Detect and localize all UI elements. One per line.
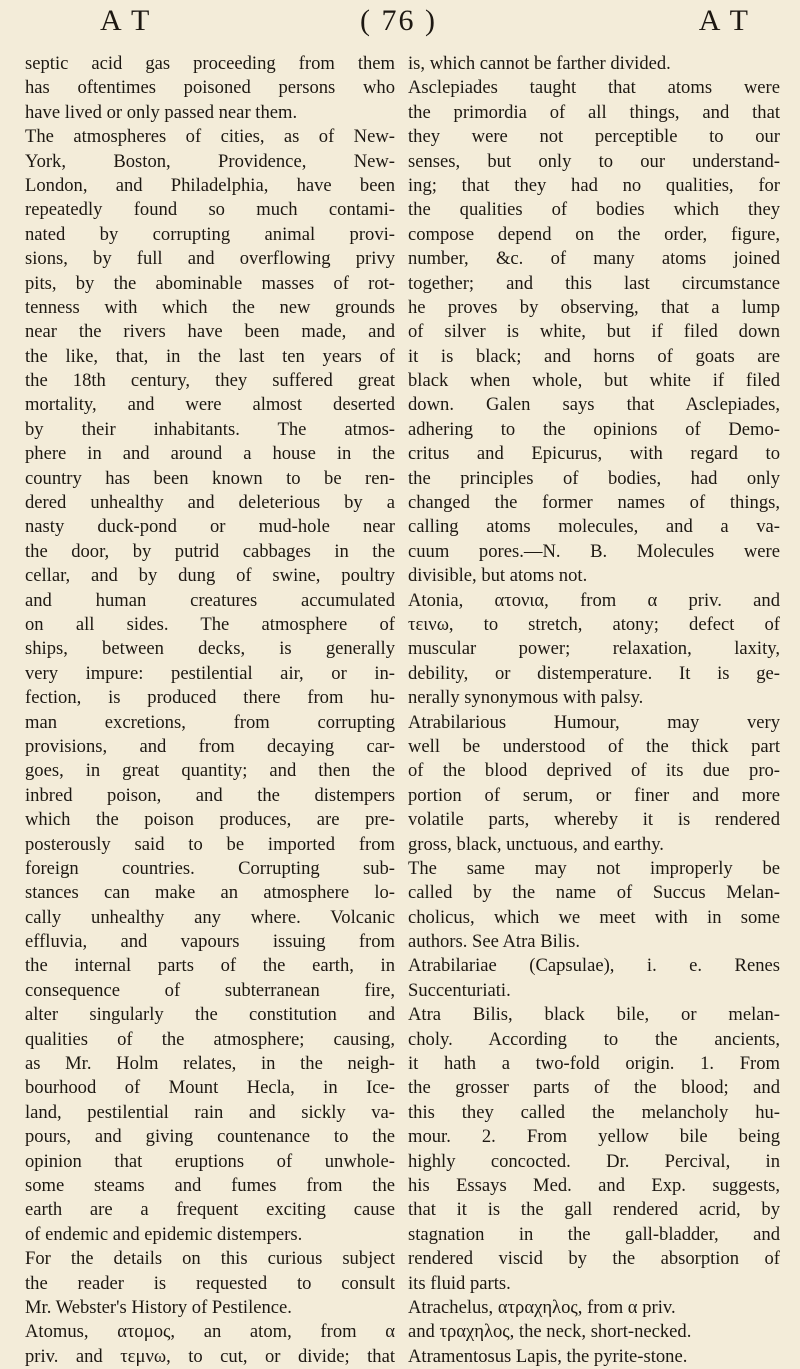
text-line: of the blood deprived of its due pro- [408,760,780,782]
text-line: bourhood of Mount Hecla, in Ice- [25,1077,395,1099]
text-line: highly concocted. Dr. Percival, in [408,1150,780,1172]
text-line: this they called the melancholy hu- [408,1101,780,1123]
right-column [408,52,780,1369]
text-line: pits, by the abominable masses of rot- [25,272,395,294]
text-line: the door, by putrid cabbages in the [25,540,395,562]
text-line: compose depend on the order, figure, [408,223,780,245]
text-line: divisible, but atoms not. [408,565,588,587]
text-line: has oftentimes poisoned persons who [25,77,395,99]
text-line: the like, that, in the last ten years of [25,345,395,367]
text-line: priv. and τεμνω, to cut, or divide; that [25,1345,395,1367]
text-line: it is black; and horns of goats are [408,345,780,367]
text-line: land, pestilential rain and sickly va- [25,1101,395,1123]
text-line: the grosser parts of the blood; and [408,1077,780,1099]
text-line: qualities of the atmosphere; causing, [25,1028,395,1050]
text-line: The same may not improperly be [408,857,780,879]
text-line: gross, black, unctuous, and earthy. [408,833,664,855]
text-line: Atrabilariae (Capsulae), i. e. Renes [408,955,780,977]
text-line: mortality, and were almost deserted [25,394,395,416]
text-line: debility, or distemperature. It is ge- [408,662,780,684]
text-line: choly. According to the ancients, [408,1028,780,1050]
text-line: volatile parts, whereby it is rendered [408,809,780,831]
text-line: consequence of subterranean fire, [25,979,395,1001]
text-line: The atmospheres of cities, as of New- [25,126,395,148]
text-line: cellar, and by dung of swine, poultry [25,565,395,587]
text-line: York, Boston, Providence, New- [25,150,395,172]
text-line: provisions, and from decaying car- [25,735,395,757]
text-line: opinion that eruptions of unwhole- [25,1150,395,1172]
text-line: near the rivers have been made, and [25,321,395,343]
text-line: the principles of bodies, had only [408,467,780,489]
text-line: Succenturiati. [408,979,511,1001]
running-header [70,4,750,40]
text-line: earth are a frequent exciting cause [25,1199,395,1221]
text-line: London, and Philadelphia, have been [25,174,395,196]
text-line: the qualities of bodies which they [408,199,780,221]
text-line: stagnation in the gall-bladder, and [408,1223,780,1245]
text-line: fection, is produced there from hu- [25,687,395,709]
text-line: of silver is white, but if filed down [408,321,780,343]
text-line: Asclepiades taught that atoms were [408,77,780,99]
text-line: cholicus, which we meet with in some [408,906,780,928]
text-line: his Essays Med. and Exp. suggests, [408,1174,780,1196]
text-line: and τραχηλος, the neck, short-necked. [408,1321,692,1343]
text-line: as Mr. Holm relates, in the neigh- [25,1053,395,1075]
text-line: of endemic and epidemic distempers. [25,1223,303,1245]
text-line: country has been known to be ren- [25,467,395,489]
text-line: it hath a two-fold origin. 1. From [408,1053,780,1075]
text-line: calling atoms molecules, and a va- [408,516,780,538]
text-line: Mr. Webster's History of Pestilence. [25,1296,292,1318]
text-line: goes, in great quantity; and then the [25,760,395,782]
text-line: Atonia, ατονια, from α priv. and [408,589,780,611]
text-line: its fluid parts. [408,1272,511,1294]
text-line: critus and Epicurus, with regard to [408,443,780,465]
text-line: cuum pores.—N. B. Molecules were [408,540,780,562]
text-line: mour. 2. From yellow bile being [408,1126,780,1148]
text-line: τεινω, to stretch, atony; defect of [408,613,780,635]
text-line: man excretions, from corrupting [25,711,395,733]
text-line: the reader is requested to consult [25,1272,395,1294]
text-line: very impure: pestilential air, or in- [25,662,395,684]
text-line: portion of serum, or finer and more [408,784,780,806]
text-line: he proves by observing, that a lump [408,296,780,318]
header-right-guide-word: A T [698,4,750,37]
text-line: alter singularly the constitution and [25,1004,395,1026]
text-line: have lived or only passed near them. [25,101,298,123]
text-line: effluvia, and vapours issuing from [25,931,395,953]
text-line: rendered viscid by the absorption of [408,1248,780,1270]
text-line: posterously said to be imported from [25,833,395,855]
text-line: that it is the gall rendered acrid, by [408,1199,780,1221]
text-line: septic acid gas proceeding from them [25,53,395,74]
text-line: together; and this last circumstance [408,272,780,294]
text-line: Atramentosus Lapis, the pyrite-stone. [408,1345,688,1367]
text-line: Atrabilarious Humour, may very [408,711,780,733]
text-line: repeatedly found so much contami- [25,199,395,221]
text-line: stances can make an atmosphere lo- [25,882,395,904]
text-line: the primordia of all things, and that [408,101,780,123]
text-line: cally unhealthy any where. Volcanic [25,906,395,928]
text-line: Atrachelus, ατραχηλος, from α priv. [408,1296,676,1318]
text-line: is, which cannot be farther divided. [408,53,671,74]
text-line: tenness with which the new grounds [25,296,395,318]
text-line: well be understood of the thick part [408,735,780,757]
text-line: the 18th century, they suffered great [25,370,395,392]
text-line: senses, but only to our understand- [408,150,780,172]
text-line: on all sides. The atmosphere of [25,613,395,635]
text-line: the internal parts of the earth, in [25,955,395,977]
text-line: pours, and giving countenance to the [25,1126,395,1148]
text-line: muscular power; relaxation, laxity, [408,638,780,660]
text-line: sions, by full and overflowing privy [25,248,395,270]
text-line: some steams and fumes from the [25,1174,395,1196]
text-line: by their inhabitants. The atmos- [25,418,395,440]
text-line: ships, between decks, is generally [25,638,395,660]
text-line: nated by corrupting animal provi- [25,223,395,245]
page-number: ( 76 ) [360,4,437,37]
text-line: nerally synonymous with palsy. [408,687,644,709]
text-line: ing; that they had no qualities, for [408,174,780,196]
text-line: black when whole, but white if filed [408,370,780,392]
text-line: number, &c. of many atoms joined [408,248,780,270]
text-line: nasty duck-pond or mud-hole near [25,516,395,538]
text-line: adhering to the opinions of Demo- [408,418,780,440]
text-line: called by the name of Succus Melan- [408,882,780,904]
text-line: dered unhealthy and deleterious by a [25,492,395,514]
text-line: which the poison produces, are pre- [25,809,395,831]
left-column [25,52,395,1369]
text-line: changed the former names of things, [408,492,780,514]
text-line: inbred poison, and the distempers [25,784,395,806]
text-line: foreign countries. Corrupting sub- [25,857,395,879]
text-line: and human creatures accumulated [25,589,395,611]
text-line: Atra Bilis, black bile, or melan- [408,1004,780,1026]
text-line: down. Galen says that Asclepiades, [408,394,780,416]
text-line: phere in and around a house in the [25,443,395,465]
header-left-guide-word: A T [100,4,152,37]
text-line: Atomus, ατομος, an atom, from α [25,1321,395,1343]
text-line: For the details on this curious subject [25,1248,395,1270]
text-line: authors. See Atra Bilis. [408,931,580,953]
text-line: they were not perceptible to our [408,126,780,148]
